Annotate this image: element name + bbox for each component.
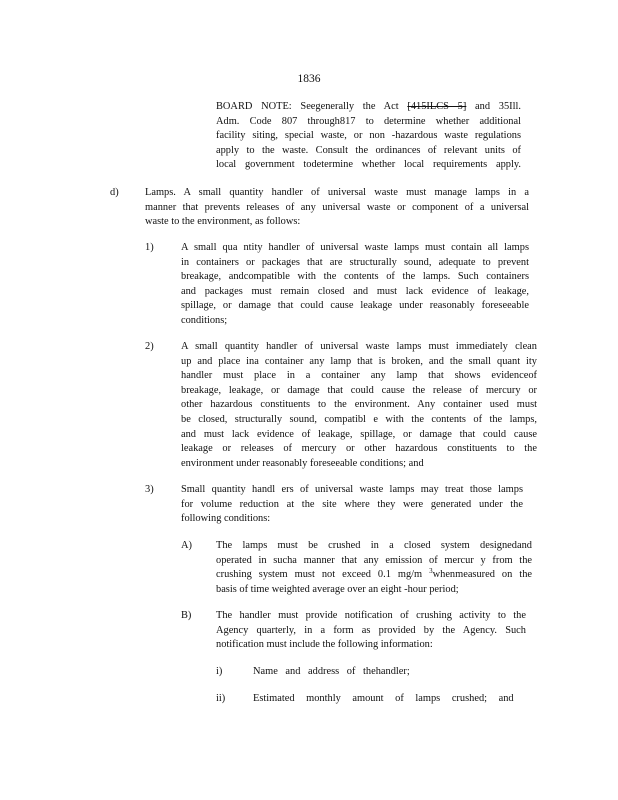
paragraph-line: basis of time weighted average over an eight -hour period; bbox=[216, 583, 459, 595]
paragraph-line: handler must place in a container any lamp that shows evidenceof bbox=[181, 370, 537, 382]
paragraph-line: The handler must provide notification of crushing activity to the bbox=[216, 610, 526, 621]
paragraph-line: and packages must remain closed and must lack evidence of leakage, bbox=[181, 285, 529, 297]
paragraph-line: for volume reduction at the site where they were generated under the bbox=[181, 498, 523, 510]
paragraph-line: following conditions: bbox=[181, 513, 271, 525]
item-2-text bbox=[181, 340, 537, 471]
paragraph-line: Small quantity handl ers of universal waste lamps may treat those lamps bbox=[181, 484, 523, 495]
paragraph-line: breakage, leakage, or damage that could cause the release of mercury or bbox=[181, 384, 537, 396]
paragraph-line: operated in sucha manner that any emission of mercur y from the bbox=[216, 554, 532, 566]
item-1-label: 1) bbox=[145, 242, 154, 253]
paragraph-line: leakage or releases of mercury or other hazardous constituents to the bbox=[181, 443, 537, 455]
paragraph-line: conditions; bbox=[181, 314, 228, 326]
item-ii-label: ii) bbox=[216, 693, 226, 704]
paragraph-line: waste to the environment, as follows: bbox=[145, 216, 301, 228]
board-note-line: local government todetermine whether local requirements apply. bbox=[216, 159, 521, 171]
paragraph-line: The lamps must be crushed in a closed system designedand bbox=[216, 540, 532, 551]
board-note-line: Adm. Code 807 through817 to determine whether additional bbox=[216, 115, 521, 127]
paragraph-line: up and place ina container any lamp that is broken, and the small quant ity bbox=[181, 355, 537, 367]
item-b-text bbox=[216, 609, 526, 653]
section-d-text bbox=[145, 186, 529, 230]
paragraph-line: manner that prevents releases of any universal waste or component of a universal bbox=[145, 201, 529, 213]
item-3-text bbox=[181, 483, 523, 527]
struck-citation: [415ILCS 5] bbox=[407, 101, 467, 112]
item-ii-text: Estimated monthly amount of lamps crushed; and bbox=[253, 693, 514, 704]
section-d-label: d) bbox=[110, 187, 119, 198]
paragraph-line: A small quantity handler of universal waste lamps must immediately clean bbox=[181, 341, 537, 352]
page-number: 1836 bbox=[297, 73, 321, 85]
item-i-text: Name and address of thehandler; bbox=[253, 666, 410, 677]
paragraph-line: other hazardous constituents to the environment. Any container used must bbox=[181, 399, 537, 411]
paragraph-line: notification must include the following information: bbox=[216, 639, 433, 651]
superscript: 3 bbox=[429, 568, 433, 576]
board-note bbox=[216, 100, 521, 173]
paragraph-line: breakage, andcompatible with the contents of the lamps. Such containers bbox=[181, 271, 529, 283]
paragraph-line: spillage, or damage that could cause leakage under reasonably foreseeable bbox=[181, 300, 529, 312]
board-note-line: apply to the waste. Consult the ordinances of relevant units of bbox=[216, 144, 521, 156]
board-note-line: BOARD NOTE: Seegenerally the Act [415ILCS 5] and 35Ill. bbox=[216, 101, 521, 112]
item-b-label: B) bbox=[181, 610, 192, 621]
item-3-label: 3) bbox=[145, 484, 154, 495]
item-1-text bbox=[181, 241, 529, 329]
paragraph-line: in containers or packages that are structurally sound, adequate to prevent bbox=[181, 256, 529, 268]
item-i-label: i) bbox=[216, 666, 223, 677]
paragraph-line: be closed, structurally sound, compatibl e with the contents of the lamps, bbox=[181, 413, 537, 425]
paragraph-line: crushing system must not exceed 0.1 mg/m $^3$whenmeasured on the bbox=[216, 568, 532, 581]
item-a-label: A) bbox=[181, 540, 192, 551]
item-a-text bbox=[216, 539, 532, 597]
paragraph-line: environment under reasonably foreseeable conditions; and bbox=[181, 457, 424, 469]
board-note-line: facility siting, special waste, or non -hazardous waste regulations bbox=[216, 130, 521, 142]
paragraph-line: Agency quarterly, in a form as provided by the Agency. Such bbox=[216, 624, 526, 636]
paragraph-line: and must lack evidence of leakage, spillage, or damage that could cause bbox=[181, 428, 537, 440]
paragraph-line: Lamps. A small quantity handler of universal waste must manage lamps in a bbox=[145, 187, 529, 198]
item-2-label: 2) bbox=[145, 341, 154, 352]
paragraph-line: A small qua ntity handler of universal waste lamps must contain all lamps bbox=[181, 242, 529, 253]
